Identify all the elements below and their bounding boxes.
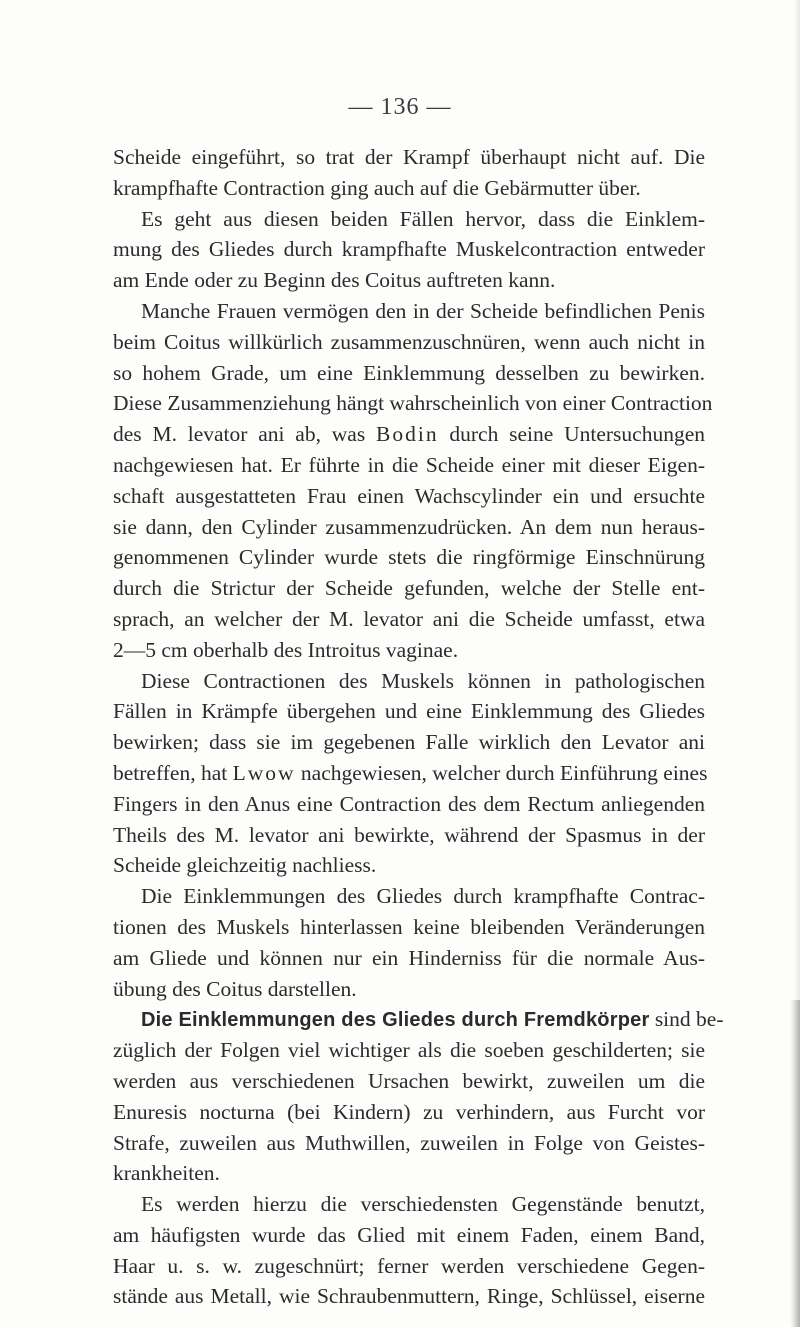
text-line: Strafe, zuweilen aus Muthwillen, zuweilen in Folge von Geistes- <box>113 1130 705 1155</box>
text-line: Scheide eingeführt, so trat der Krampf überhaupt nicht auf. Die <box>113 145 705 169</box>
text-line: Manche Frauen vermögen den in der Scheide befindlichen Penis <box>141 298 705 323</box>
text-line: Diese Contractionen des Muskels können in pathologischen <box>141 668 705 693</box>
text-line: 2—5 cm oberhalb des Introitus vaginae. <box>113 637 459 662</box>
text-fragment: durch seine Untersuchungen <box>449 422 705 447</box>
text-line <box>113 758 708 789</box>
text-line: sie dann, den Cylinder zusammenzudrücken. An dem nun heraus- <box>113 514 705 539</box>
text-line: am häufigsten wurde das Glied mit einem Faden, einem Band, <box>113 1222 705 1247</box>
text-fragment: betreffen, hat <box>113 760 228 785</box>
section-heading: Die Einklemmungen des Gliedes durch Fremdkörper <box>141 1009 650 1032</box>
text-line: stände aus Metall, wie Schraubenmuttern, Ringe, Schlüssel, eiserne <box>113 1284 705 1309</box>
text-line: bewirken; dass sie im gegebenen Falle wirklich den Levator ani <box>113 730 705 755</box>
text-line: Fällen in Krämpfe übergehen und eine Einklemmung des Gliedes <box>113 699 705 724</box>
author-name: Lwow <box>232 760 296 785</box>
text-line: genommenen Cylinder wurde stets die ringförmige Einschnürung <box>113 545 705 570</box>
text-line: am Gliede und können nur ein Hinderniss für die normale Aus- <box>113 945 705 970</box>
text-line: krankheiten. <box>113 1161 220 1186</box>
text-line: krampfhafte Contraction ging auch auf die Gebärmutter über. <box>113 175 641 200</box>
text-line: sprach, an welcher der M. levator ani die Scheide umfasst, etwa <box>113 606 705 631</box>
text-line: durch die Strictur der Scheide gefunden, welche der Stelle ent- <box>113 576 705 601</box>
text-fragment: sind be- <box>654 1007 724 1032</box>
text-fragment: des M. levator ani ab, was <box>113 422 366 447</box>
text-line: Haar u. s. w. zugeschnürt; ferner werden verschiedene Gegen- <box>113 1253 705 1278</box>
text-line: züglich der Folgen viel wichtiger als die soeben geschilderten; sie <box>113 1038 705 1063</box>
text-line: schaft ausgestatteten Frau einen Wachscylinder ein und ersuchte <box>113 483 705 508</box>
page-number: — 136 — <box>348 94 452 120</box>
text-line: Scheide gleichzeitig nachliess. <box>113 853 377 878</box>
text-line: Diese Zusammenziehung hängt wahrscheinlich von einer Contraction <box>113 391 713 416</box>
text-line: werden aus verschiedenen Ursachen bewirkt, zuweilen um die <box>113 1068 705 1093</box>
text-line: tionen des Muskels hinterlassen keine bleibenden Veränderungen <box>113 914 705 939</box>
text-line: Es werden hierzu die verschiedensten Gegenstände benutzt, <box>141 1192 705 1217</box>
text-line: Theils des M. levator ani bewirkte, während der Spasmus in der <box>113 822 705 847</box>
author-name: Bodin <box>376 422 439 447</box>
text-line: übung des Coitus darstellen. <box>113 976 357 1001</box>
text-line: Fingers in den Anus eine Contraction des dem Rectum anliegenden <box>113 791 705 816</box>
text-line: so hohem Grade, um eine Einklemmung desselben zu bewirken. <box>113 360 705 385</box>
text-line: am Ende oder zu Beginn des Coitus auftreten kann. <box>113 268 556 293</box>
text-line: Es geht aus diesen beiden Fällen hervor, dass die Einklem- <box>141 206 705 231</box>
text-line: mung des Gliedes durch krampfhafte Muskelcontraction entweder <box>113 237 705 262</box>
text-line: Die Einklemmungen des Gliedes durch krampfhafte Contrac- <box>141 884 705 909</box>
text-line <box>113 1004 724 1035</box>
body-text <box>113 142 724 1312</box>
text-line: beim Coitus willkürlich zusammenzuschnüren, wenn auch nicht in <box>113 329 705 354</box>
text-line <box>113 419 705 450</box>
text-fragment: nachgewiesen, welcher durch Einführung eines <box>300 760 708 785</box>
page-edge-mark <box>790 1000 800 1327</box>
text-line: Enuresis nocturna (bei Kindern) zu verhindern, aus Furcht vor <box>113 1099 705 1124</box>
text-line: nachgewiesen hat. Er führte in die Scheide einer mit dieser Eigen- <box>113 452 705 477</box>
